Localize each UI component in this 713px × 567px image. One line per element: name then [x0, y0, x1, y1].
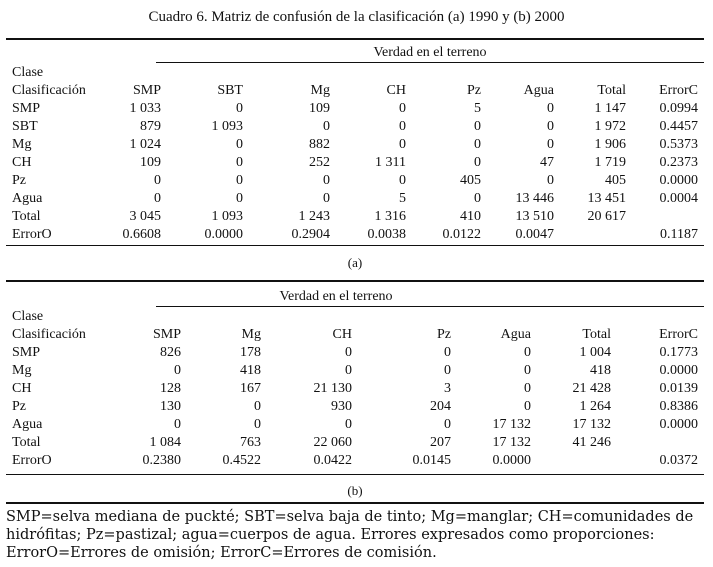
table-cell: 0.0000: [659, 363, 698, 378]
table-cell: 130: [160, 399, 181, 414]
column-header: Mg: [310, 83, 330, 98]
table-cell: 13 510: [515, 209, 554, 224]
table-cell: 0.0000: [204, 227, 243, 242]
table-cell: 1 093: [211, 209, 243, 224]
row-label: Total: [12, 435, 41, 450]
table-cell: 0: [236, 191, 243, 206]
table-cell: 826: [160, 345, 181, 360]
table-cell: 1 243: [298, 209, 330, 224]
column-header: Total: [582, 327, 611, 342]
table-cell: 178: [240, 345, 261, 360]
table-cell: 0.0122: [442, 227, 481, 242]
row-label: Agua: [12, 417, 43, 432]
table-cell: 0: [345, 345, 352, 360]
column-header: Pz: [437, 327, 451, 342]
bottom-rule: [6, 474, 704, 475]
table-cell: 1 033: [129, 101, 161, 116]
table-cell: 0.0145: [412, 453, 451, 468]
table-row: [6, 101, 704, 119]
table-cell: 879: [140, 119, 161, 134]
table-cell: 0: [254, 417, 261, 432]
ground-truth-header: Verdad en el terreno: [279, 289, 393, 304]
table-cell: 47: [540, 155, 554, 170]
table-cell: 109: [309, 101, 330, 116]
column-header: Agua: [500, 327, 531, 342]
column-header: Clasificación: [12, 83, 86, 98]
row-label: Pz: [12, 173, 26, 188]
table-cell: 405: [460, 173, 481, 188]
table-cell: 17 132: [492, 417, 531, 432]
header-underline: [156, 62, 704, 63]
table-cell: 0: [236, 155, 243, 170]
table-row: [6, 209, 704, 227]
table-cell: 20 617: [587, 209, 626, 224]
table-cell: 0.0038: [367, 227, 406, 242]
table-cell: 0: [474, 191, 481, 206]
table-cell: 1 147: [594, 101, 626, 116]
table-cell: 0.2380: [142, 453, 181, 468]
column-header: SMP: [152, 327, 181, 342]
table-cell: 0: [174, 417, 181, 432]
table-cell: 5: [474, 101, 481, 116]
column-header: SMP: [132, 83, 161, 98]
table-label-a: (a): [347, 255, 363, 270]
table-cell: 763: [240, 435, 261, 450]
table-cell: 1 004: [579, 345, 611, 360]
table-label-b: (b): [347, 483, 363, 498]
table-cell: 0: [254, 399, 261, 414]
table-cell: 0.4522: [222, 453, 261, 468]
row-label: SMP: [12, 101, 41, 116]
footnote-line: ErrorO=Errores de omisión; ErrorC=Errores de comisión.: [6, 545, 437, 561]
table-cell: 22 060: [313, 435, 352, 450]
column-header-row: [6, 83, 704, 101]
footnote-line: SMP=selva mediana de puckté; SBT=selva baja de tinto; Mg=manglar; CH=comunidades de: [6, 509, 694, 525]
table-cell: 109: [140, 155, 161, 170]
table-cell: 0: [474, 119, 481, 134]
table-row: [6, 417, 704, 435]
table-cell: 207: [430, 435, 451, 450]
table-cell: 0: [444, 417, 451, 432]
table-cell: 17 132: [492, 435, 531, 450]
table-cell: 405: [605, 173, 626, 188]
table-cell: 0.0139: [659, 381, 698, 396]
table-row: [6, 453, 704, 471]
table-cell: 0.2904: [291, 227, 330, 242]
table-cell: 128: [160, 381, 181, 396]
table-row: [6, 155, 704, 173]
table-cell: 418: [590, 363, 611, 378]
row-label: SMP: [12, 345, 41, 360]
table-cell: 0: [524, 399, 531, 414]
closing-rule: [6, 502, 704, 504]
table-cell: 0: [323, 173, 330, 188]
table-cell: 0: [444, 363, 451, 378]
table-cell: 21 130: [313, 381, 352, 396]
table-row: [6, 227, 704, 245]
table-cell: 167: [240, 381, 261, 396]
table-cell: 41 246: [572, 435, 611, 450]
table-cell: 1 972: [594, 119, 626, 134]
table-cell: 0.2373: [659, 155, 698, 170]
row-label: CH: [12, 381, 32, 396]
footnote-line: hidrófitas; Pz=pastizal; agua=cuerpos de agua. Errores expresados como proporciones:: [6, 527, 655, 543]
table-cell: 930: [331, 399, 352, 414]
confusion-matrix-1990: [6, 38, 704, 278]
table-cell: 3 045: [129, 209, 161, 224]
column-header: Agua: [523, 83, 554, 98]
table-cell: 0: [323, 119, 330, 134]
table-cell: 0: [236, 173, 243, 188]
row-label: Agua: [12, 191, 43, 206]
table-row: [6, 191, 704, 209]
row-label-top: Clase: [12, 65, 44, 80]
table-cell: 418: [240, 363, 261, 378]
table-cell: 1 311: [375, 155, 406, 170]
table-cell: 0: [524, 381, 531, 396]
column-header: CH: [332, 327, 352, 342]
bottom-rule: [6, 245, 704, 246]
footnote: [6, 508, 706, 562]
header-underline: [156, 306, 704, 307]
table-cell: 1 024: [129, 137, 161, 152]
table-cell: 0: [154, 191, 161, 206]
table-cell: 0.0004: [659, 191, 698, 206]
table-cell: 0: [399, 119, 406, 134]
table-cell: 0.0994: [659, 101, 698, 116]
row-label: Total: [12, 209, 41, 224]
table-cell: 0: [474, 137, 481, 152]
ground-truth-header: Verdad en el terreno: [373, 45, 487, 60]
table-cell: 0.6608: [122, 227, 161, 242]
table-cell: 0: [345, 417, 352, 432]
table-cell: 0: [345, 363, 352, 378]
table-row: [6, 435, 704, 453]
table-cell: 0: [547, 101, 554, 116]
table-cell: 0.1187: [660, 227, 698, 242]
column-header-row: [6, 327, 704, 345]
table-cell: 3: [444, 381, 451, 396]
table-cell: 21 428: [572, 381, 611, 396]
column-header: ErrorC: [659, 327, 698, 342]
table-row: [6, 363, 704, 381]
table-cell: 13 446: [515, 191, 554, 206]
table-cell: 17 132: [572, 417, 611, 432]
table-row: [6, 399, 704, 417]
table-cell: 1 719: [594, 155, 626, 170]
table-row: [6, 119, 704, 137]
table-cell: 882: [309, 137, 330, 152]
table-row: [6, 173, 704, 191]
column-header: ErrorC: [659, 83, 698, 98]
table-cell: 0.1773: [659, 345, 698, 360]
table-cell: 0: [474, 155, 481, 170]
table-cell: 0: [323, 191, 330, 206]
table-cell: 0: [399, 137, 406, 152]
table-cell: 0: [236, 137, 243, 152]
table-cell: 0.0000: [659, 173, 698, 188]
table-cell: 1 084: [149, 435, 181, 450]
table-cell: 0: [524, 363, 531, 378]
table-cell: 410: [460, 209, 481, 224]
table-cell: 1 906: [594, 137, 626, 152]
table-row: [6, 381, 704, 399]
row-label-top: Clase: [12, 309, 44, 324]
table-cell: 0: [547, 173, 554, 188]
table-cell: 0: [547, 137, 554, 152]
table-cell: 0: [399, 173, 406, 188]
row-label: CH: [12, 155, 32, 170]
table-row: [6, 137, 704, 155]
table-cell: 0: [547, 119, 554, 134]
table-cell: 1 316: [374, 209, 406, 224]
table-caption: Cuadro 6. Matriz de confusión de la clasificación (a) 1990 y (b) 2000: [148, 9, 565, 25]
column-header: SBT: [217, 83, 243, 98]
row-label: Mg: [12, 137, 32, 152]
table-cell: 0: [154, 173, 161, 188]
row-label: ErrorO: [12, 453, 52, 468]
table-cell: 0.5373: [659, 137, 698, 152]
table-cell: 0.8386: [659, 399, 698, 414]
column-header: Pz: [467, 83, 481, 98]
table-cell: 13 451: [587, 191, 626, 206]
table-cell: 0.4457: [659, 119, 698, 134]
table-cell: 204: [430, 399, 451, 414]
table-cell: 0.0000: [659, 417, 698, 432]
table-cell: 0.0372: [659, 453, 698, 468]
top-rule: [6, 38, 704, 40]
row-label: Pz: [12, 399, 26, 414]
column-header: CH: [386, 83, 406, 98]
table-cell: 0.0422: [313, 453, 352, 468]
column-header: Clasificación: [12, 327, 86, 342]
table-cell: 0.0047: [515, 227, 554, 242]
table-cell: 5: [399, 191, 406, 206]
row-label: Mg: [12, 363, 32, 378]
table-cell: 0: [399, 101, 406, 116]
table-cell: 0: [174, 363, 181, 378]
row-label: SBT: [12, 119, 38, 134]
column-header: Mg: [241, 327, 261, 342]
row-label: ErrorO: [12, 227, 52, 242]
table-cell: 0.0000: [492, 453, 531, 468]
table-row: [6, 345, 704, 363]
table-cell: 252: [309, 155, 330, 170]
confusion-matrix-2000: [6, 282, 704, 502]
table-cell: 0: [524, 345, 531, 360]
table-cell: 1 093: [211, 119, 243, 134]
table-cell: 0: [444, 345, 451, 360]
table-cell: 1 264: [579, 399, 611, 414]
column-header: Total: [597, 83, 626, 98]
table-cell: 0: [236, 101, 243, 116]
